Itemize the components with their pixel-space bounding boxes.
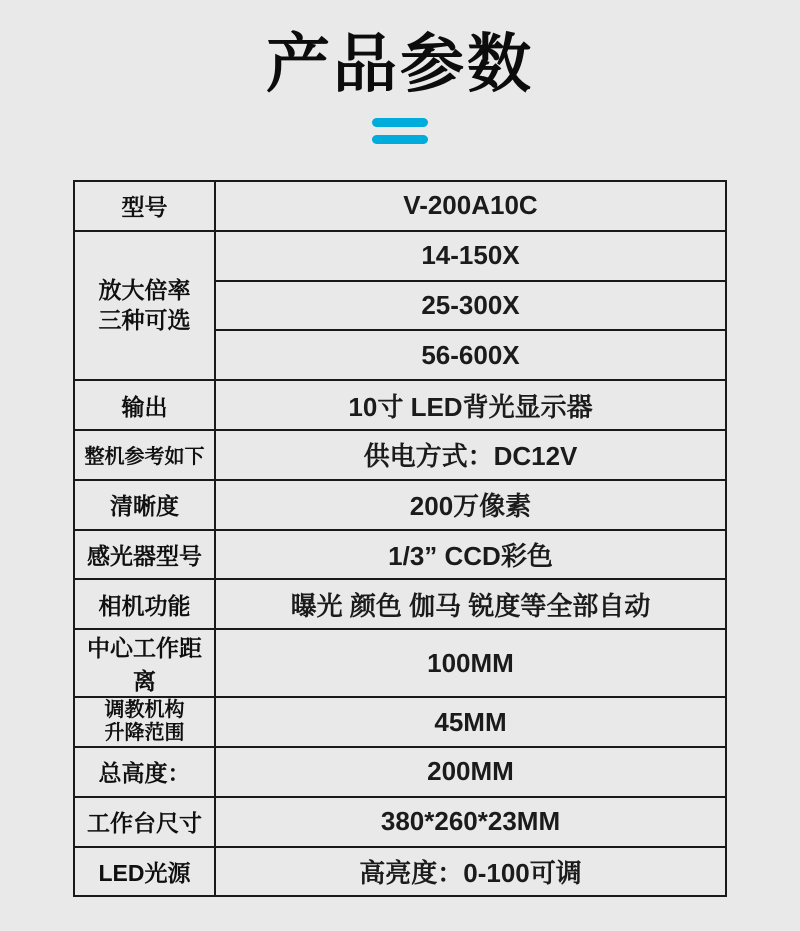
spec-value-model: V-200A10C	[215, 181, 726, 231]
spec-label-lifting-range	[74, 697, 215, 747]
table-row	[74, 480, 726, 530]
table-row	[74, 797, 726, 847]
spec-label-worktable-size: 工作台尺寸	[74, 797, 215, 847]
table-row	[74, 181, 726, 231]
spec-value-lifting-range: 45MM	[215, 697, 726, 747]
spec-value-total-height: 200MM	[215, 747, 726, 797]
spec-value-magnification-2: 25-300X	[215, 281, 726, 331]
spec-label-line: 升降范围	[104, 722, 185, 745]
spec-label-magnification	[74, 231, 215, 380]
spec-label-model: 型号	[74, 181, 215, 231]
spec-value-led-light: 高亮度：0-100可调	[215, 847, 726, 897]
spec-value-clarity: 200万像素	[215, 480, 726, 530]
spec-label-line: 三种可选	[98, 307, 191, 334]
table-row	[74, 697, 726, 747]
spec-table	[73, 180, 727, 897]
spec-label-line: 调教机构	[104, 699, 185, 722]
table-row	[74, 747, 726, 797]
spec-value-power-supply: 供电方式：DC12V	[215, 430, 726, 480]
spec-label-clarity: 清晰度	[74, 480, 215, 530]
spec-label-line: 放大倍率	[98, 277, 191, 304]
table-row	[74, 380, 726, 430]
spec-label-camera-functions: 相机功能	[74, 579, 215, 629]
spec-label-led-light: LED光源	[74, 847, 215, 897]
spec-label-total-height: 总高度：	[74, 747, 215, 797]
spec-label-sensor-model: 感光器型号	[74, 530, 215, 580]
equals-decoration-icon	[0, 118, 800, 144]
spec-label-working-distance: 中心工作距离	[74, 629, 215, 697]
spec-value-worktable-size: 380*260*23MM	[215, 797, 726, 847]
spec-value-magnification-3: 56-600X	[215, 330, 726, 380]
spec-value-camera-functions: 曝光 颜色 伽马 锐度等全部自动	[215, 579, 726, 629]
equals-bar	[372, 118, 428, 127]
spec-value-sensor-model: 1/3” CCD彩色	[215, 530, 726, 580]
table-row	[74, 847, 726, 897]
spec-value-magnification-1: 14-150X	[215, 231, 726, 281]
table-row	[74, 430, 726, 480]
spec-label-output: 输出	[74, 380, 215, 430]
page-title: 产品参数	[266, 28, 534, 100]
spec-value-output: 10寸 LED背光显示器	[215, 380, 726, 430]
spec-label-machine-reference: 整机参考如下	[74, 430, 215, 480]
table-row	[74, 629, 726, 697]
table-row	[74, 231, 726, 281]
table-row	[74, 530, 726, 580]
equals-bar	[372, 135, 428, 144]
spec-value-working-distance: 100MM	[215, 629, 726, 697]
table-row	[74, 579, 726, 629]
